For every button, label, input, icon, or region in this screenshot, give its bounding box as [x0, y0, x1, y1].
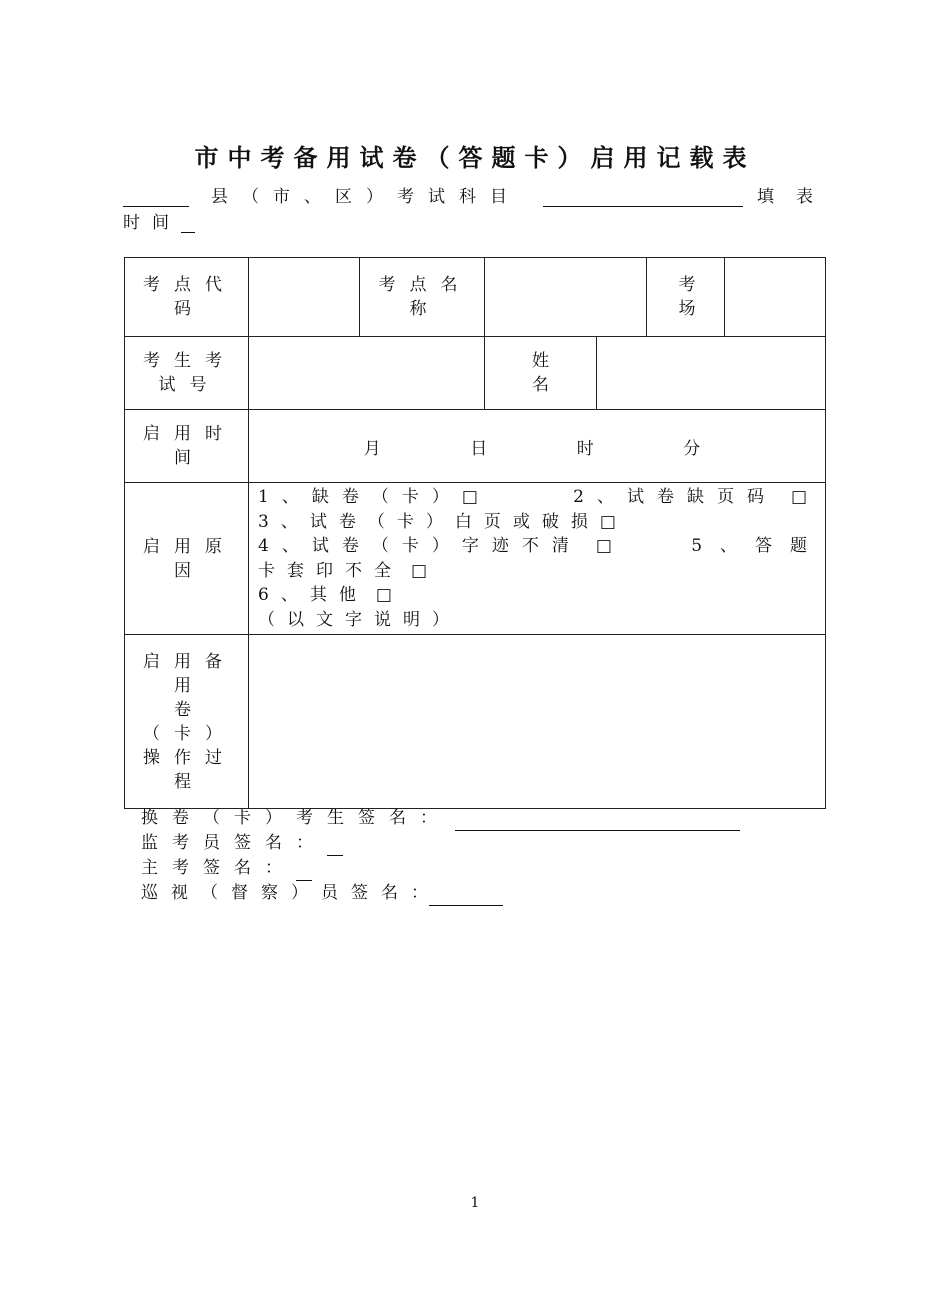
- reason-5: 5、答题: [691, 536, 826, 556]
- time-label: 时间: [123, 213, 181, 233]
- chief-signature-line[interactable]: [296, 862, 312, 881]
- invigilator-signature: [141, 831, 740, 856]
- page-title: 市中考备用试卷（答题卡）启用记载表: [194, 143, 756, 172]
- reason-2: 2、试卷缺页码: [573, 487, 777, 507]
- reason-4: 4、试卷（卡）字迹不清: [258, 536, 582, 556]
- header-line: [123, 183, 835, 207]
- reason-6-note: （以文字说明）: [258, 609, 461, 630]
- enable-time-field[interactable]: [249, 410, 826, 483]
- inspector-signature: [141, 881, 740, 906]
- page-number: 1: [470, 1195, 480, 1211]
- county-blank[interactable]: [123, 186, 189, 207]
- header-line-2: [123, 208, 195, 233]
- reason-3: 3、试卷（卡）白页或破损: [258, 511, 600, 532]
- county-subject-label: 县（市、区）考试科目: [211, 187, 521, 207]
- process-label-line: 卷: [174, 699, 205, 720]
- time-blank[interactable]: [181, 214, 195, 233]
- reason-6: 6、其他: [258, 585, 368, 605]
- minute-unit: 分: [683, 438, 701, 459]
- reason-4-checkbox[interactable]: □: [595, 536, 612, 556]
- candidate-no-field[interactable]: [249, 337, 485, 410]
- inspector-signature-line[interactable]: [429, 887, 503, 906]
- invigilator-signature-label: 监考员签名：: [141, 833, 327, 853]
- name-label: 姓名: [485, 337, 597, 410]
- hour-unit: 时: [576, 438, 594, 459]
- chief-signature-label: 主考签名：: [141, 858, 296, 878]
- reason-line-1: [258, 485, 807, 510]
- process-label-line: （卡）: [143, 723, 236, 744]
- reason-2-checkbox[interactable]: □: [790, 487, 808, 507]
- subject-blank[interactable]: [543, 186, 743, 207]
- fill-label: 填表: [757, 187, 835, 207]
- signature-block: [141, 806, 740, 906]
- process-label-line: 操作过: [143, 747, 236, 768]
- exam-room-field[interactable]: [725, 258, 826, 337]
- enable-reason-label: 启用原因: [125, 483, 249, 635]
- process-field[interactable]: [249, 635, 826, 809]
- candidate-signature-line[interactable]: [455, 812, 740, 831]
- process-label-line: 用: [174, 675, 205, 696]
- process-label: [125, 635, 249, 809]
- reason-5-cont: 卡套印不全: [258, 560, 403, 581]
- exam-site-code-field[interactable]: [249, 258, 360, 337]
- candidate-signature-label: 换卷（卡）考生签名：: [141, 808, 451, 828]
- exam-site-name-field[interactable]: [485, 258, 647, 337]
- exam-site-code-label: 考点代码: [125, 258, 249, 337]
- reason-line-4: [258, 534, 826, 559]
- exam-site-name-label: 考点名称: [360, 258, 485, 337]
- reason-list: [249, 483, 826, 635]
- candidate-no-label: 考生考试号: [125, 337, 249, 410]
- reason-3-checkbox[interactable]: □: [599, 511, 616, 532]
- reason-1-checkbox[interactable]: □: [461, 487, 478, 507]
- inspector-signature-label: 巡视（督察）员签名：: [141, 883, 441, 903]
- candidate-signature: [141, 806, 740, 831]
- process-label-line: 启用备: [143, 651, 236, 672]
- reason-line-6: [258, 583, 807, 608]
- reason-1: 1、缺卷（卡）: [258, 487, 462, 507]
- process-label-line: 程: [174, 771, 205, 792]
- enable-time-label: 启用时间: [125, 410, 249, 483]
- reason-line-5: [258, 559, 807, 584]
- reason-5-checkbox[interactable]: □: [411, 560, 428, 581]
- record-table: [124, 257, 826, 809]
- reason-line-3: [258, 510, 807, 535]
- exam-room-label: 考场: [647, 258, 725, 337]
- month-unit: 月: [363, 438, 381, 459]
- reason-6-checkbox[interactable]: □: [375, 585, 392, 605]
- invigilator-signature-line[interactable]: [327, 837, 343, 856]
- chief-signature: [141, 856, 740, 881]
- day-unit: 日: [470, 438, 488, 459]
- name-field[interactable]: [597, 337, 826, 410]
